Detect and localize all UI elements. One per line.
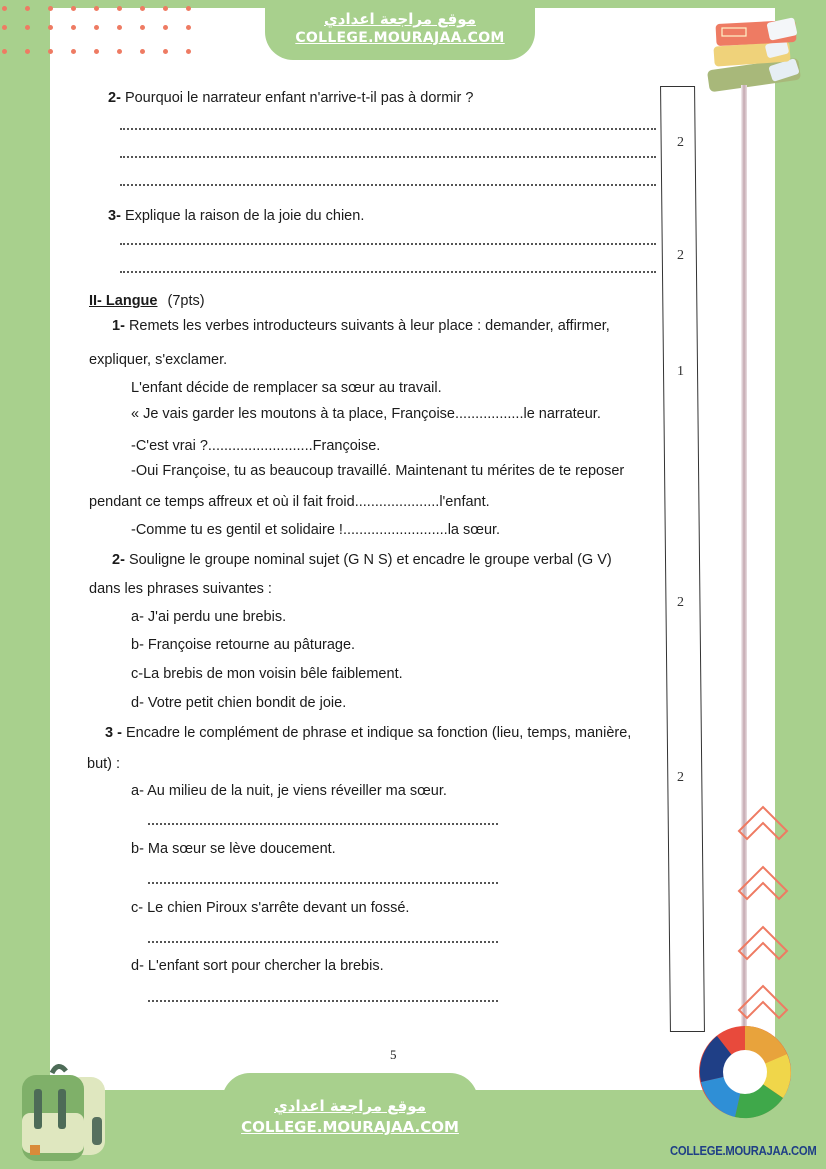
exercise-number: 1- (112, 318, 125, 334)
score-q3: 2 (677, 248, 684, 263)
chevron-up-icon (735, 972, 791, 1028)
subjects-wheel-logo (695, 1022, 795, 1122)
answer-line[interactable] (120, 243, 656, 245)
footer-site-link[interactable]: COLLEGE.MOURAJAA.COM (241, 1118, 459, 1136)
answer-line[interactable] (148, 941, 498, 943)
answer-line[interactable] (120, 184, 656, 186)
answer-line[interactable] (148, 882, 498, 884)
exercise-number: 2- (112, 552, 125, 568)
sentence-item[interactable]: a- Au milieu de la nuit, je viens réveiller ma sœur. (131, 783, 447, 799)
score-ex1: 1 (677, 364, 684, 379)
sentence-item[interactable]: d- L'enfant sort pour chercher la brebis. (131, 958, 384, 974)
score-ex3: 2 (677, 770, 684, 785)
dialogue-line: L'enfant décide de remplacer sa sœur au travail. (131, 380, 442, 396)
sentence-item[interactable]: c- Le chien Piroux s'arrête devant un fossé. (131, 900, 410, 916)
section-title: II- Langue (89, 293, 158, 309)
decorative-dots (0, 25, 202, 31)
score-q2: 2 (677, 135, 684, 150)
exercise-3-instruction-cont: but) : (87, 756, 121, 772)
footer-arabic-title: موقع مراجعة اعدادي (274, 1097, 426, 1115)
dialogue-line[interactable]: -C'est vrai ?..........................Françoise. (131, 438, 381, 454)
sentence-item[interactable]: b- Françoise retourne au pâturage. (131, 637, 356, 653)
header-banner[interactable] (265, 0, 535, 60)
exercise-3-instruction (105, 725, 631, 741)
answer-line[interactable] (120, 271, 656, 273)
left-frame-border (0, 0, 50, 1169)
exercise-1-instruction (112, 318, 610, 334)
answer-line[interactable] (148, 823, 498, 825)
decorative-dots (0, 6, 202, 12)
chevron-up-icon (735, 853, 791, 909)
exercise-2-instruction (112, 552, 612, 568)
dialogue-line: -Oui Françoise, tu as beaucoup travaillé. Maintenant tu mérites de te reposer (131, 463, 625, 479)
answer-line[interactable] (120, 128, 656, 130)
instruction-text: Encadre le complément de phrase et indique sa fonction (lieu, temps, manière, (125, 725, 632, 741)
backpack-icon (12, 1055, 112, 1165)
question-2 (108, 90, 473, 106)
section-langue-heading (89, 293, 205, 309)
question-text: Pourquoi le narrateur enfant n'arrive-t-il pas à dormir ? (124, 90, 474, 106)
answer-line[interactable] (148, 1000, 498, 1002)
instruction-text: Souligne le groupe nominal sujet (G N S) et encadre le groupe verbal (G V) (128, 552, 612, 568)
sentence-item[interactable]: a- J'ai perdu une brebis. (131, 609, 287, 625)
question-number: 3- (108, 208, 121, 224)
dialogue-line[interactable]: pendant ce temps affreux et où il fait froid.....................l'enfant. (89, 494, 490, 510)
page-number: 5 (390, 1047, 397, 1062)
sentence-item[interactable]: d- Votre petit chien bondit de joie. (131, 695, 347, 711)
question-text: Explique la raison de la joie du chien. (124, 208, 365, 224)
header-site-link[interactable]: COLLEGE.MOURAJAA.COM (295, 30, 505, 46)
dialogue-line[interactable]: « Je vais garder les moutons à ta place, Françoise.................le narrateur. (131, 406, 601, 422)
books-stack-icon (700, 14, 810, 94)
section-points: (7pts) (167, 293, 205, 309)
question-3 (108, 208, 364, 224)
footer-banner[interactable] (222, 1096, 478, 1138)
decorative-dots (0, 49, 202, 55)
exercise-1-instruction-cont: expliquer, s'exclamer. (89, 352, 228, 368)
chevron-up-icon (735, 913, 791, 969)
sentence-item[interactable]: c-La brebis de mon voisin bêle faiblement. (131, 666, 403, 682)
exercise-number: 3 - (105, 725, 122, 741)
brand-logo-text[interactable]: COLLEGE.MOURAJAA.COM (670, 1144, 817, 1158)
score-ex2: 2 (677, 595, 684, 610)
instruction-text: Remets les verbes introducteurs suivants à leur place : demander, affirmer, (128, 318, 610, 334)
answer-line[interactable] (120, 156, 656, 158)
exercise-2-instruction-cont: dans les phrases suivantes : (89, 581, 272, 597)
chevron-up-icon (735, 793, 791, 849)
sentence-item[interactable]: b- Ma sœur se lève doucement. (131, 841, 336, 857)
dialogue-line[interactable]: -Comme tu es gentil et solidaire !..........................la sœur. (131, 522, 501, 538)
question-number: 2- (108, 90, 121, 106)
header-arabic-title: موقع مراجعة اعدادي (324, 10, 476, 28)
